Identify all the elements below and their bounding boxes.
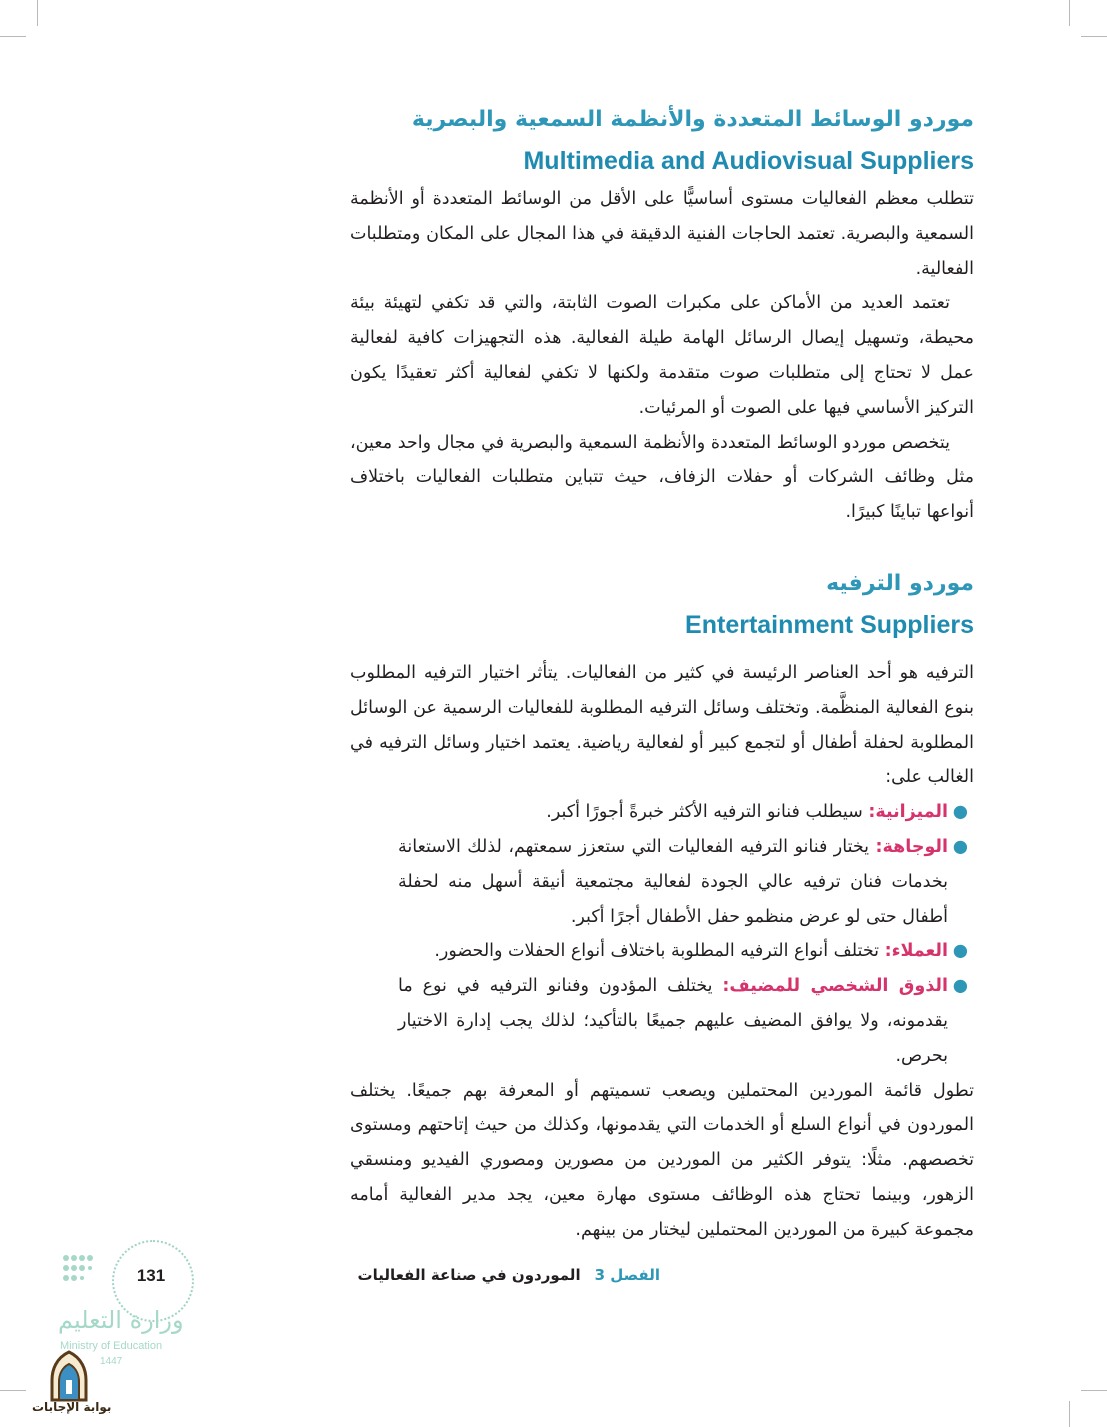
section-heading-english: Multimedia and Audiovisual Suppliers [523,147,974,175]
bullet-icon: ● [952,836,968,857]
bullet-text: سيطلب فنانو الترفيه الأكثر خبرةً أجورًا أكبر. [546,802,863,823]
watermark-mosque-icon [46,1350,92,1402]
paragraph: الترفيه هو أحد العناصر الرئيسة في كثير من الفعاليات. يتأثر اختيار الترفيه المطلوب بنوع الفعالية المنظَّمة. وتختلف وسائل الترفيه المطلوبة للفعاليات الرسمية عن الوسائل المطلوبة لحفلة أطفال أو لتجمع كبير أو لفعالية رياضية. يعتمد اختيار وسائل الترفيه في الغالب على: [350,662,974,788]
bullet-icon: ● [952,941,968,962]
chapter-title: الموردون في صناعة الفعاليات [357,1266,581,1284]
section-spacer [350,530,974,564]
bullet-term: العملاء: [884,941,948,962]
ministry-year: 1447 [100,1356,123,1367]
list-item [398,830,968,934]
crop-mark-top-left-h [0,36,26,37]
bullet-list [350,795,974,1073]
watermark-text: بوابة الإجابات [32,1400,112,1414]
paragraph: يتخصص موردو الوسائط المتعددة والأنظمة السمعية والبصرية في مجال واحد معين، مثل وظائف الشركات أو حفلات الزفاف، حيث تتباين متطلبات الفعاليات باختلاف أنواعها تباينًا كبيرًا. [350,432,974,523]
ministry-name-english: Ministry of Education [60,1340,163,1352]
crop-mark-top-right-v [1069,0,1070,26]
crop-mark-bottom-right-v [1069,1401,1070,1427]
bullet-icon: ● [952,802,968,823]
bullet-term: الوجاهة: [875,836,948,857]
crop-mark-bottom-left-h [0,1390,26,1391]
bullet-icon: ● [952,976,968,997]
page-content [350,100,974,1248]
bullet-term: الذوق الشخصي للمضيف: [722,976,948,997]
page-footer [350,1266,660,1284]
list-item [398,969,968,1073]
section-heading-english: Entertainment Suppliers [685,610,974,639]
bullet-text: يختلف المؤدون وفنانو الترفيه في نوع ما يقدمونه، ولا يوافق المضيف عليهم جميعًا بالتأكيد؛ لذلك يجب إدارة الاختيار بحرص. [398,976,948,1066]
bullet-text: تختلف أنواع الترفيه المطلوبة باختلاف أنواع الحفلات والحضور. [434,941,879,962]
paragraph: تتطلب معظم الفعاليات مستوى أساسيًّا على الأقل من الوسائط المتعددة أو الأنظمة السمعية والبصرية. تعتمد الحاجات الفنية الدقيقة في هذا المجال على المكان ومتطلبات الفعالية. [350,189,974,279]
page-number: 131 [136,1266,166,1285]
section-heading-arabic: موردو الوسائط المتعددة والأنظمة السمعية والبصرية [411,107,974,132]
chapter-label: الفصل 3 [594,1266,660,1284]
section-heading-arabic: موردو الترفيه [826,570,974,596]
bullet-term: الميزانية: [868,802,948,823]
crop-mark-top-left-v [37,0,38,26]
paragraph: تعتمد العديد من الأماكن على مكبرات الصوت الثابتة، والتي قد تكفي لتهيئة بيئة محيطة، وتسهيل إيصال الرسائل الهامة طيلة الفعالية. هذه التجهيزات كافية لفعالية عمل لا تحتاج إلى متطلبات صوت متقدمة ولكنها لا تكفي لفعالية أكثر تعقيدًا يكون التركيز الأساسي فيها على الصوت أو المرئيات. [350,293,974,418]
ministry-name-arabic: وزارة التعليم [58,1306,184,1334]
crop-mark-bottom-right-h [1081,1390,1107,1391]
list-item [398,934,968,969]
paragraph: تطول قائمة الموردين المحتملين ويصعب تسميتهم أو المعرفة بهم جميعًا. يختلف الموردون في أنواع السلع أو الخدمات التي يقدمونها، وكذلك من حيث إتاحتهم ومستوى تخصصهم. مثلًا: يتوفر الكثير من الموردين من مصورين ومصوري الفيديو ومنسقي الزهور، وبينما تحتاج هذه الوظائف مستوى مهارة معين، يجد مدير الفعالية أمامه مجموعة كبيرة من الموردين المحتملين ليختار من بينهم. [350,1080,974,1240]
bullet-text: يختار فنانو الترفيه الفعاليات التي ستعزز سمعتهم، لذلك الاستعانة بخدمات فنان ترفيه عالي الجودة لفعالية مجتمعية أنيقة أسهل منه لحفلة أطفال حتى لو عرض منظمو حفل الأطفال أجرًا أكبر. [398,836,948,927]
ministry-logo-dots-icon [62,1254,114,1290]
crop-mark-top-right-h [1081,36,1107,37]
list-item [398,795,968,830]
